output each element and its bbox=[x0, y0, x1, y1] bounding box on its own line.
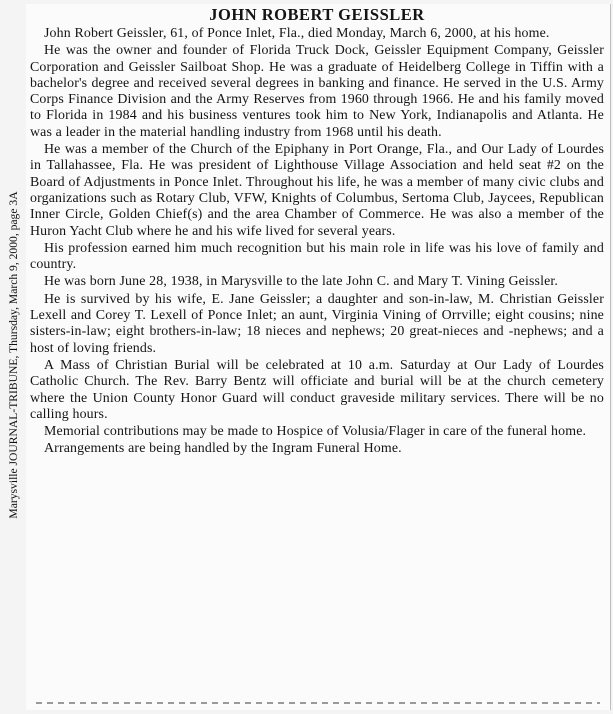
paragraph-death-notice: John Robert Geissler, 61, of Ponce Inlet, Fla., died Monday, March 6, 2000, at his home. bbox=[44, 26, 550, 41]
paragraph-memberships: He was a member of the Church of the Epiphany in Port Orange, Fla., and Our Lady of Lourdes in Tallahassee, Fla. He was president of Lighthouse Village Association and held seat #2 on the Board of Adjustments in Ponce Inlet. Throughout his life, he was a member of many civic clubs and organizations such as Rotary Club, VFW, Knights of Columbus, Sertoma Club, Jaycees, Republican Inner Circle, Golden Chief(s) and the area Chamber of Commerce. He was also a member of the Huron Yacht Club where he and his wife lived for several years. bbox=[30, 142, 604, 239]
paragraph-services: A Mass of Christian Burial will be celebrated at 10 a.m. Saturday at Our Lady of Lourdes Catholic Church. The Rev. Barry Bentz will officiate and burial will be at the church cemetery where the Union County Honor Guard will conduct graveside military services. There will be no calling hours. bbox=[30, 357, 604, 422]
paragraph-survivors: He is survived by his wife, E. Jane Geissler; a daughter and son-in-law, M. Christian Geissler Lexell and Corey T. Lexell of Ponce Inlet; an aunt, Virginia Vining of Orrville; eight cousins; nine sisters-in-law; eight brothers-in-law; 18 nieces and nephews; 20 great-nieces and -nephews; and a host of loving friends. bbox=[30, 291, 604, 356]
paragraph-career: He was the owner and founder of Florida Truck Dock, Geissler Equipment Company, Geissler Corporation and Geissler Sailboat Shop. He was a graduate of Heidelberg College in Tiffin with a bachelor's degree and received several degrees in banking and finance. He served in the U.S. Army Corps Finance Division and the Army Reserves from 1960 through 1966. He and his family moved to Florida in 1984 and his business ventures took him to New York, Indianapolis and Atlanta. He was a leader in the material handling industry from 1968 until his death. bbox=[30, 43, 604, 140]
paragraph-recognition: His profession earned him much recognition but his main role in life was his love of family and country. bbox=[30, 240, 604, 273]
obituary-clipping bbox=[26, 4, 611, 710]
source-caption: Marysville JOURNAL-TRIBUNE, Thursday, March 9, 2000, page 3A bbox=[7, 191, 20, 519]
paragraph-memorials: Memorial contributions may be made to Hospice of Volusia/Flager in care of the funeral home. bbox=[44, 424, 587, 440]
obituary-headline: JOHN ROBERT GEISSLER bbox=[209, 5, 425, 24]
obituary-article bbox=[30, 6, 604, 458]
paragraph-birth: He was born June 28, 1938, in Marysville to the late John C. and Mary T. Vining Geissler. bbox=[44, 274, 559, 290]
clipping-bottom-edge bbox=[36, 702, 600, 704]
paragraph-arrangements: Arrangements are being handled by the Ingram Funeral Home. bbox=[44, 441, 402, 457]
